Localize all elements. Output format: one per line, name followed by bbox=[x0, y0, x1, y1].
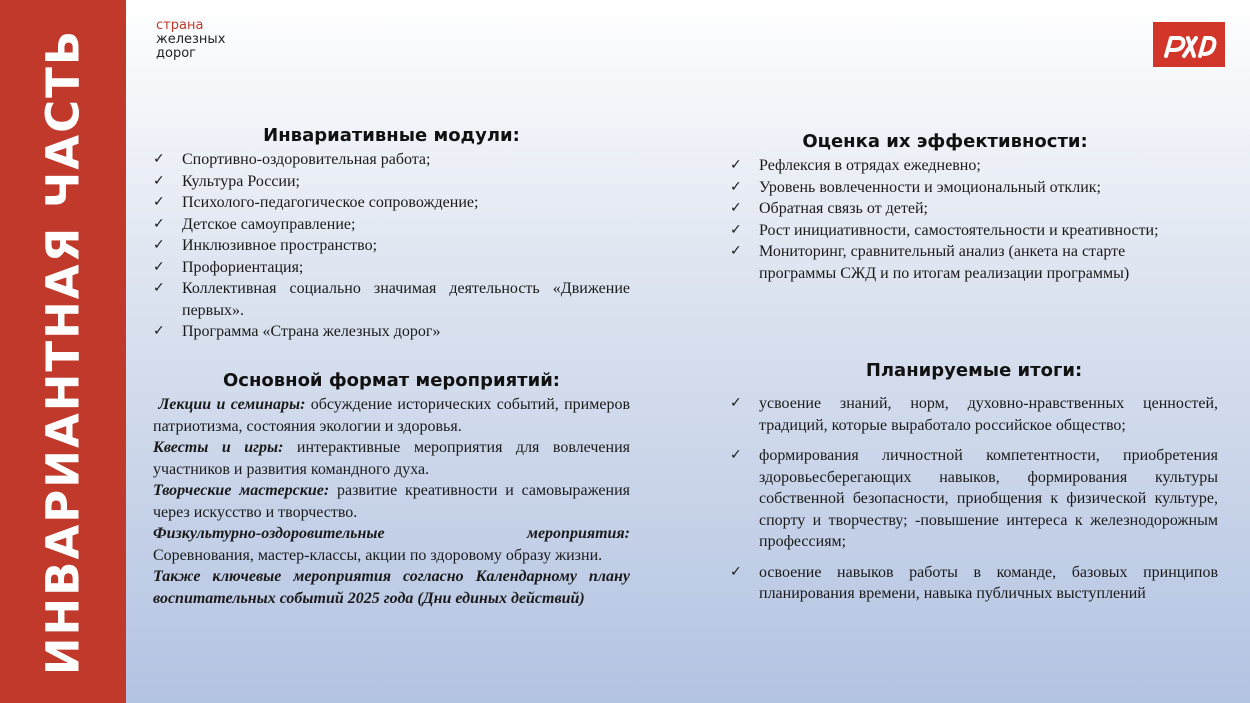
list-item: ✓ Коллективная социально значимая деятельность «Движение первых». bbox=[153, 280, 630, 319]
format-section bbox=[153, 370, 630, 609]
check-icon: ✓ bbox=[153, 237, 165, 253]
check-icon: ✓ bbox=[153, 215, 165, 232]
sidebar bbox=[0, 0, 126, 703]
check-icon: ✓ bbox=[730, 447, 742, 463]
check-icon: ✓ bbox=[730, 243, 742, 259]
list-item: ✓ формирования личностной компетентности, приобретения здоровьесберегающих навыков, формирования культуры собственной безопасности, приобщения к физической культуре, спорту и творчеству; -повышение интереса к железнодорожным профессиям; bbox=[730, 447, 1218, 550]
check-icon: ✓ bbox=[730, 178, 742, 195]
check-icon: ✓ bbox=[730, 221, 742, 238]
rzd-logo-mark bbox=[1160, 30, 1218, 60]
evaluation-section bbox=[730, 131, 1160, 284]
check-icon: ✓ bbox=[153, 172, 165, 189]
format-item: Физкультурно-оздоровительные мероприятия: Соревнования, мастер-классы, акции по здоровому образу жизни. bbox=[153, 525, 630, 564]
format-note: Также ключевые мероприятия согласно Календарному плану воспитательных событий 2025 года (Дни единых действий) bbox=[153, 568, 630, 607]
check-icon: ✓ bbox=[153, 323, 165, 339]
brand-line-2: железных bbox=[156, 32, 226, 47]
list-item: ✓ Уровень вовлеченности и эмоциональный отклик; bbox=[730, 177, 1160, 199]
check-icon: ✓ bbox=[153, 194, 165, 210]
brand-logo bbox=[156, 19, 225, 61]
check-icon: ✓ bbox=[730, 395, 742, 411]
list-item: ✓ усвоение знаний, норм, духовно-нравственных ценностей, традиций, которые выработало российское общество; bbox=[730, 395, 1218, 434]
check-icon: ✓ bbox=[730, 200, 742, 216]
list-item: ✓ Психолого-педагогическое сопровождение; bbox=[153, 192, 630, 214]
modules-heading: Инвариативные модули: bbox=[263, 125, 520, 146]
check-icon: ✓ bbox=[153, 151, 165, 167]
modules-list bbox=[153, 149, 630, 343]
list-item: ✓ Инклюзивное пространство; bbox=[153, 235, 630, 257]
modules-section bbox=[153, 125, 630, 343]
sidebar-title: ИНВАРИАНТНАЯ ЧАСТЬ bbox=[36, 28, 90, 676]
check-icon: ✓ bbox=[153, 280, 165, 296]
results-section bbox=[730, 360, 1218, 605]
format-item: Квесты и игры: интерактивные мероприятия для вовлечения участников и развития командного духа. bbox=[153, 439, 631, 478]
evaluation-list bbox=[730, 155, 1160, 284]
rzd-logo bbox=[1153, 22, 1225, 67]
format-heading: Основной формат мероприятий: bbox=[222, 370, 561, 391]
list-item: ✓ освоение навыков работы в команде, базовых принципов планирования времени, навыка публичных выступлений bbox=[730, 563, 1218, 602]
list-item: ✓ Культура России; bbox=[153, 171, 630, 193]
check-icon: ✓ bbox=[153, 258, 165, 275]
results-list bbox=[730, 393, 1218, 605]
format-item: Лекции и семинары: обсуждение исторических событий, примеров патриотизма, состояния экологии и здоровья. bbox=[153, 396, 631, 435]
list-item: ✓ Обратная связь от детей; bbox=[730, 198, 1160, 220]
list-item: ✓ Детское самоуправление; bbox=[153, 214, 630, 236]
evaluation-heading: Оценка их эффективности: bbox=[802, 131, 1088, 152]
brand-line-3: дорог bbox=[156, 46, 196, 61]
list-item: ✓ Мониторинг, сравнительный анализ (анкета на старте программы СЖД и по итогам реализации программы) bbox=[730, 243, 1130, 282]
list-item: ✓ Рефлексия в отрядах ежедневно; bbox=[730, 155, 1160, 177]
list-item: ✓ Программа «Страна железных дорог» bbox=[153, 321, 630, 343]
check-icon: ✓ bbox=[730, 157, 742, 173]
format-item: Творческие мастерские: развитие креативности и самовыражения через искусство и творчество. bbox=[153, 482, 630, 521]
list-item: ✓ Рост инициативности, самостоятельности и креативности; bbox=[730, 220, 1160, 242]
brand-line-1: страна bbox=[156, 18, 204, 33]
check-icon: ✓ bbox=[730, 563, 742, 580]
results-heading: Планируемые итоги: bbox=[865, 360, 1083, 381]
list-item: ✓ Спортивно-оздоровительная работа; bbox=[153, 149, 630, 171]
list-item: ✓ Профориентация; bbox=[153, 257, 630, 279]
